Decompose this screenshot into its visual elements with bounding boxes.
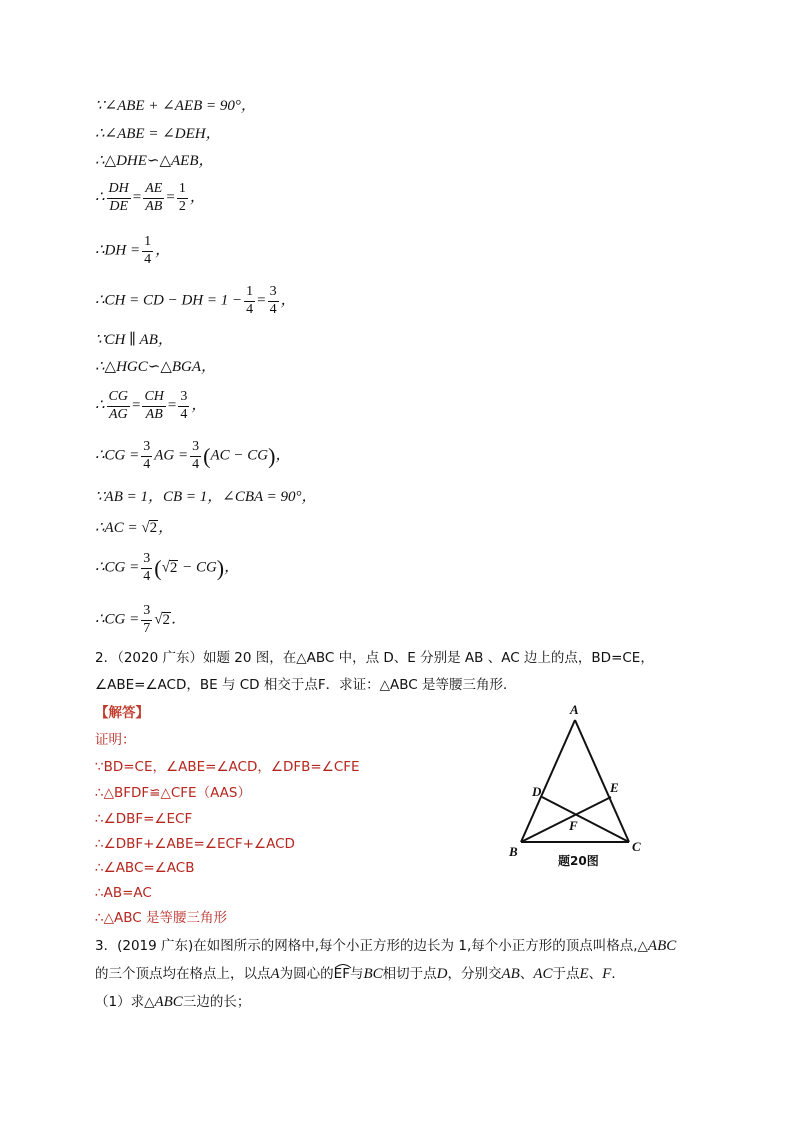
prefix: ∴CG = [95, 447, 140, 464]
numerator: CG [107, 390, 130, 407]
fraction [142, 390, 165, 422]
proof-line-5 [95, 235, 170, 267]
suffix: ， [224, 559, 240, 576]
fraction [141, 604, 152, 636]
suffix: ， [191, 397, 207, 414]
p3-text-2e: ，分别交 [447, 966, 502, 982]
denominator: DE [109, 198, 128, 214]
arc-EF [334, 968, 350, 982]
fraction [107, 390, 130, 422]
radicand: 2 [149, 520, 158, 536]
step-2: ∴△BFDF≌△CFE（AAS） [95, 785, 251, 801]
numerator: 1 [142, 235, 153, 252]
fraction [142, 235, 153, 267]
proof-line-14: ∴CG = $\frac{3}{7}$ √2． [95, 603, 187, 636]
numerator: 3 [141, 552, 152, 569]
label-B: B [509, 844, 518, 859]
proof-line-8: ∴△HGC∽△BGA， [95, 359, 217, 375]
suffix: ． [171, 611, 187, 628]
proof-line-2: ∴∠ABE = ∠DEH， [95, 126, 221, 142]
denominator: 4 [143, 568, 151, 584]
answer-tag: 【解答】 [95, 705, 149, 721]
numerator: CH [142, 390, 165, 407]
triangle-figure [500, 700, 650, 872]
prefix: ∴CG = [95, 611, 140, 628]
segment-AC: AC [533, 966, 553, 982]
p3-text-1: 3．(2019 广东)在如图所示的网格中,每个小正方形的边长为 1,每个小正方形的顶点叫格点,△ [95, 938, 648, 954]
proof-line-6: ∴CH = CD − DH = 1 − $\frac{1}{4}$ = $\frac{3}{4}$ ， [95, 284, 296, 317]
prefix: ∴ [95, 189, 105, 206]
p3-text-2c: 与 [349, 966, 364, 982]
suffix: ， [158, 520, 174, 536]
numerator: 3 [268, 285, 279, 302]
p3-text-2b: 为圆心的 [279, 966, 334, 982]
step-4: ∴∠DBF+∠ABE=∠ECF+∠ACD [95, 836, 295, 852]
suffix: ， [275, 447, 291, 464]
fraction [244, 285, 255, 317]
denominator: 4 [144, 251, 152, 267]
prefix: ∴ [95, 397, 105, 414]
separator: 、 [519, 966, 534, 982]
proof-line-1: ∵∠ABE + ∠AEB = 90°， [95, 98, 256, 114]
numerator: 3 [141, 604, 152, 621]
step-3: ∴∠DBF=∠ECF [95, 811, 193, 827]
proof-line-7: ∵CH ∥ AB， [95, 332, 173, 348]
prefix: ∴DH = [95, 242, 141, 259]
q1-text-b: 三边的长； [182, 994, 251, 1010]
step-7: ∴△ABC 是等腰三角形 [95, 910, 227, 926]
denominator: 4 [246, 301, 254, 317]
p3-text-2f: 于点 [552, 966, 580, 982]
proof-line-9: ∴ $\frac{CG}{AG}$ = $\frac{CH}{AB}$ = $\frac{3}{4}$ ， [95, 389, 207, 422]
p3-triangle: ABC [647, 938, 677, 954]
radicand: 2 [162, 611, 170, 628]
figure-caption: 题20图 [558, 854, 599, 868]
inner-expression: AC − CG [210, 447, 269, 464]
label-C: C [632, 839, 641, 854]
proof-line-4: ∴ $\frac{DH}{DE}$ = $\frac{AE}{AB}$ = $\frac{1}{2}$ ， [95, 181, 205, 214]
point-F: F [602, 966, 612, 982]
side-AB [521, 720, 575, 842]
numerator: 3 [178, 390, 189, 407]
denominator: 4 [143, 456, 151, 472]
problem2-line-1: 2．（2020 广东）如题 20 图，在△ABC 中，点 D、E 分别是 AB 、AC 边上的点，BD=CE， [95, 650, 654, 666]
denominator: 4 [192, 456, 200, 472]
numerator: 1 [177, 182, 188, 199]
p3-text-2g: ． [611, 966, 625, 982]
label-D: D [532, 784, 542, 799]
fraction [141, 440, 152, 472]
arc-label: EF [333, 966, 350, 982]
numerator: AE [143, 182, 164, 199]
q1-text-a: （1）求△ [95, 994, 155, 1010]
segment-CD [542, 797, 629, 842]
suffix: ， [280, 292, 296, 309]
numerator: DH [107, 182, 131, 199]
proof-line-11: ∵AB = 1，CB = 1，∠CBA = 90°， [95, 489, 317, 505]
fraction [178, 390, 189, 422]
prefix: ∴CG = [95, 559, 140, 576]
denominator: 7 [143, 620, 151, 636]
prefix: ∴CH = CD − DH = 1 − [95, 292, 243, 309]
prefix: ∴AC = [95, 520, 138, 536]
numerator: 1 [244, 285, 255, 302]
proof-line-10: ∴CG = $\frac{3}{4}$ AG = $\frac{3}{4}$ (AC − CG)， [95, 439, 291, 472]
suffix: ， [189, 189, 205, 206]
problem3-question-1 [95, 995, 250, 1010]
denominator: AB [145, 198, 163, 214]
separator: 、 [588, 966, 603, 982]
denominator: AG [108, 406, 128, 422]
fraction [177, 182, 188, 214]
denominator: AB [145, 406, 163, 422]
proof-label: 证明： [95, 732, 136, 748]
proof-line-3: ∴△DHE∽△AEB， [95, 153, 214, 169]
label-E: E [610, 780, 619, 795]
segment-AB: AB [501, 966, 520, 982]
proof-line-13: ∴CG = $\frac{3}{4}$ (√2 − CG)， [95, 551, 240, 584]
step-1: ∵BD=CE，∠ABE=∠ACD，∠DFB=∠CFE [95, 759, 360, 775]
segment-BE [521, 797, 611, 842]
denominator: 4 [269, 301, 277, 317]
point-A: A [270, 966, 280, 982]
middle: AG = [154, 447, 189, 464]
denominator: 4 [180, 406, 188, 422]
point-E: E [579, 966, 589, 982]
side-AC [575, 720, 629, 842]
p3-text-2d: 相切于点 [382, 966, 437, 982]
problem3-line-2 [95, 967, 625, 982]
suffix: ， [155, 242, 171, 259]
numerator: 3 [190, 440, 201, 457]
fraction [190, 440, 201, 472]
step-5: ∴∠ABC=∠ACB [95, 860, 195, 876]
proof-line-12: ∴AC = √2， [95, 520, 174, 536]
point-D: D [436, 966, 448, 982]
p3-text-2a: 的三个顶点均在格点上，以点 [95, 966, 271, 982]
label-A: A [570, 702, 579, 717]
numerator: 3 [141, 440, 152, 457]
problem2-line-2: ∠ABE=∠ACD，BE 与 CD 相交于点F．求证：△ABC 是等腰三角形． [95, 677, 517, 693]
q1-triangle: ABC [154, 994, 183, 1010]
arc-mark-icon [334, 963, 352, 969]
fraction [268, 285, 279, 317]
tail: − CG [182, 559, 217, 576]
denominator: 2 [178, 198, 186, 214]
label-F: F [569, 818, 578, 833]
problem3-line-1 [95, 939, 676, 954]
fraction [143, 182, 164, 214]
fraction [107, 182, 131, 214]
fraction [141, 552, 152, 584]
step-6: ∴AB=AC [95, 885, 152, 901]
radicand: 2 [169, 559, 178, 576]
segment-BC: BC [363, 966, 383, 982]
